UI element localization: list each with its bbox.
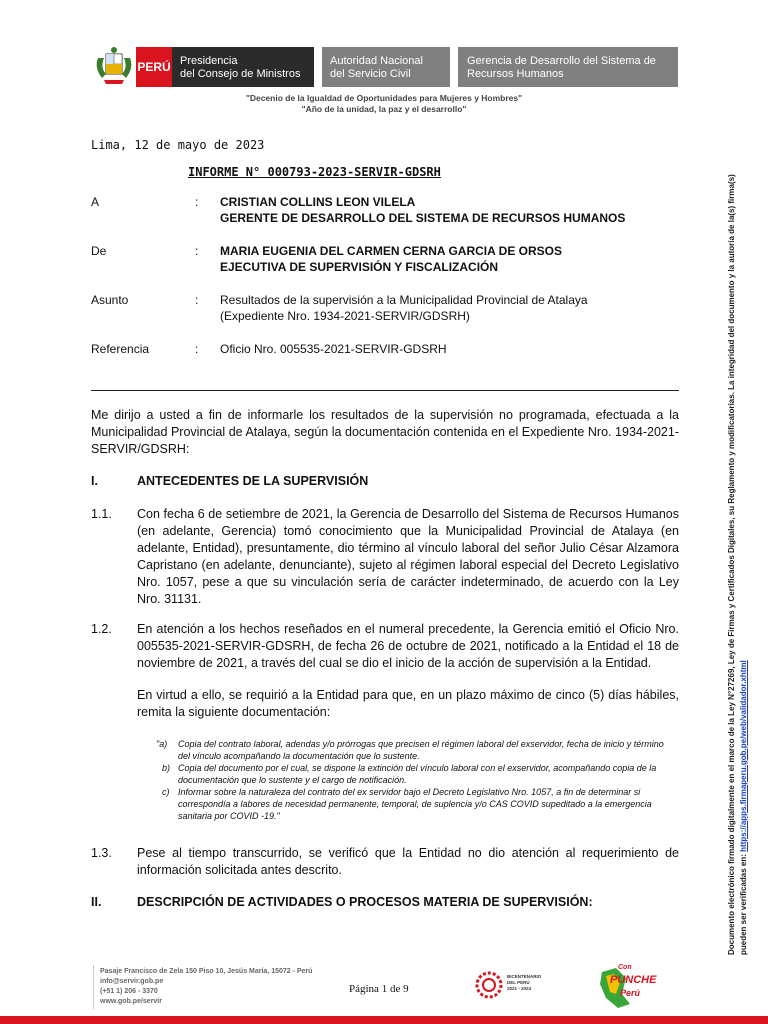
section-heading-1 (91, 473, 679, 490)
quote-item-label: "a) (156, 739, 168, 749)
field-value (220, 194, 680, 226)
bicentenario-line: BICENTENARIO (507, 974, 542, 979)
footer-email: info@servir.gob.pe (100, 978, 164, 985)
field-label: A (91, 195, 100, 209)
field-value (220, 292, 680, 324)
quote-item (156, 738, 678, 762)
quote-item-label: c) (162, 787, 170, 797)
paragraph-1-2-continued: En virtud a ello, se requirió a la Entidad para que, en un plazo máximo de cinco (5) días hábiles, remita la siguiente documentación: (137, 688, 679, 719)
field-value-line: MARIA EUGENIA DEL CARMEN CERNA GARCIA DE ORSOS (220, 244, 563, 258)
paragraph-text: En atención a los hechos reseñados en el numeral precedente, la Gerencia emitió el Oficio Nro. 005535-2021-SERVIR-GDSRH, de fecha 26 de octubre de 2021, notificado a la Entidad el 18 de noviembre de 2021, a través del cual se dio el inicio de la acción de supervisión a la Entidad. (137, 622, 679, 670)
section-title: ANTECEDENTES DE LA SUPERVISIÓN (137, 474, 369, 488)
quote-item-text: Copia del documento por el cual, se dispone la extinción del vínculo laboral con el exservidor, acompañando copia de la documentación que lo sustente y el cargo de notificación. (178, 763, 657, 785)
footer-website: www.gob.pe/servir (100, 998, 162, 1005)
header-servir-box (322, 47, 450, 87)
punche-word: PUNCHE (610, 974, 657, 986)
quote-item-label: b) (162, 763, 171, 773)
bicentenario-emblem-icon (474, 970, 504, 1000)
header-box1-line1: Presidencia (180, 55, 238, 67)
bicentenario-logo (474, 967, 546, 1003)
paragraph-number: 1.3. (91, 846, 112, 860)
field-label: De (91, 244, 107, 258)
paragraph-1-1 (91, 506, 679, 608)
field-value-line: EJECUTIVA DE SUPERVISIÓN Y FISCALIZACIÓN (220, 260, 499, 274)
header-box2-line2: del Servicio Civil (330, 68, 411, 80)
field-label: Asunto (91, 293, 129, 307)
section-number: II. (91, 895, 102, 909)
punche-con: Con (618, 964, 632, 971)
separator-rule (91, 390, 679, 391)
footer-phone: (+51 1) 206 - 3370 (100, 988, 158, 995)
quote-item (162, 762, 678, 786)
requested-documents-quote (156, 738, 678, 822)
header-box3-line1: Gerencia de Desarrollo del Sistema de (467, 55, 656, 67)
section-heading-2 (91, 894, 679, 911)
field-value-line: (Expediente Nro. 1934-2021-SERVIR/GDSRH) (220, 309, 470, 323)
digital-signature-note (726, 135, 750, 955)
header-gdsrh-box (458, 47, 678, 87)
field-value (220, 243, 680, 275)
field-colon: : (195, 342, 199, 356)
paragraph-1-3 (91, 845, 679, 879)
signature-note-line2 (738, 135, 750, 955)
footer-divider (93, 965, 94, 1009)
footer-contact (100, 967, 312, 1007)
section-number: I. (91, 474, 98, 488)
signature-note-prefix: pueden ser verificadas en: (739, 854, 748, 955)
field-value-line: CRISTIAN COLLINS LEON VILELA (220, 195, 416, 209)
header-presidencia-box (172, 47, 314, 87)
footer-red-bar (0, 1016, 768, 1024)
document-date: Lima, 12 de mayo de 2023 (91, 138, 265, 152)
decenio-line: "Decenio de la Igualdad de Oportunidades para Mujeres y Hombres" (245, 93, 523, 103)
field-label: Referencia (91, 342, 150, 356)
quote-item (162, 786, 678, 822)
field-value-line: Resultados de la supervisión a la Municipalidad Provincial de Atalaya (220, 293, 588, 307)
year-motto-line: "Año de la unidad, la paz y el desarrollo" (301, 104, 467, 114)
validator-link[interactable]: https://apps.firmaperu.gob.pe/web/validador.xhtml (739, 660, 748, 852)
quote-item-text: Copia del contrato laboral, adendas y/o prórrogas que precisen el régimen laboral del exservidor, fecha de inicio y término del vínculo acompañando la documentación que lo sustente. (178, 739, 664, 761)
paragraph-1-2 (91, 621, 679, 672)
header-box2-line1: Autoridad Nacional (330, 55, 423, 67)
paragraph-number: 1.1. (91, 507, 112, 521)
section-title: DESCRIPCIÓN DE ACTIVIDADES O PROCESOS MATERIA DE SUPERVISIÓN: (137, 895, 593, 909)
bicentenario-line: DEL PERÚ (507, 980, 530, 985)
punche-peru: Perú (620, 988, 641, 998)
bicentenario-text (507, 974, 541, 992)
footer-address: Pasaje Francisco de Zela 150 Piso 10, Jesús María, 15072 - Perú (100, 968, 313, 975)
field-value-line: Oficio Nro. 005535-2021-SERVIR-GDSRH (220, 342, 447, 356)
field-value (220, 341, 680, 357)
quote-item-text: Informar sobre la naturaleza del contrato del ex servidor bajo el Decreto Legislativo Nro. 1057, a fin de determinar si correspondía a labores de necesidad permanente, temporal, de suplencia y/o CAS COVID supeditado a la emergencia sanitaria por COVID -19." (178, 787, 652, 821)
page-number: Página 1 de 9 (349, 983, 409, 995)
signature-note-line1: Documento electrónico firmado digitalmente en el marco de la Ley N°27269, Ley de Firmas y Certificados Digitales, su Reglamento y modificatorias. La integridad del documento y la autoría de la(s) firma(s) (727, 174, 736, 955)
informe-number: INFORME N° 000793-2023-SERVIR-GDSRH (188, 165, 441, 179)
field-colon: : (195, 293, 199, 307)
field-colon: : (195, 244, 199, 258)
paragraph-text: Pese al tiempo transcurrido, se verificó que la Entidad no dio atención al requerimiento de información solicitada antes descrito. (137, 846, 679, 877)
bicentenario-line: 2021 - 2024 (507, 986, 532, 991)
header-box1-line2: del Consejo de Ministros (180, 68, 301, 80)
intro-paragraph: Me dirijo a usted a fin de informarle los resultados de la supervisión no programada, efectuada a la Municipalidad Provincial de Atalaya, según la documentación contenida en el Expediente Nro. 1934-2021-SERVIR/GDSRH: (91, 408, 679, 456)
paragraph-text: Con fecha 6 de setiembre de 2021, la Gerencia de Desarrollo del Sistema de Recursos Humanos (en adelante, Gerencia) tomó conocimiento que la Municipalidad Provincial de Atalaya (en adelante, Entidad), presuntamente, dio término al vínculo laboral del señor Julio César Alzamora Capristano (en adelante, denunciante), sujeto al régimen laboral especial del Decreto Legislativo Nro. 1057, pese a que su vinculación sería de carácter indeterminado, de acuerdo con la Ley Nro. 31131. (137, 507, 679, 606)
con-punche-peru-logo (596, 964, 657, 1010)
peru-brand-badge: PERÚ (136, 47, 172, 87)
paragraph-number: 1.2. (91, 622, 112, 636)
header-box3-line2: Recursos Humanos (467, 68, 564, 80)
field-value-line: GERENTE DE DESARROLLO DEL SISTEMA DE RECURSOS HUMANOS (220, 211, 626, 225)
peru-coat-of-arms-logo (92, 46, 136, 88)
field-colon: : (195, 195, 199, 209)
